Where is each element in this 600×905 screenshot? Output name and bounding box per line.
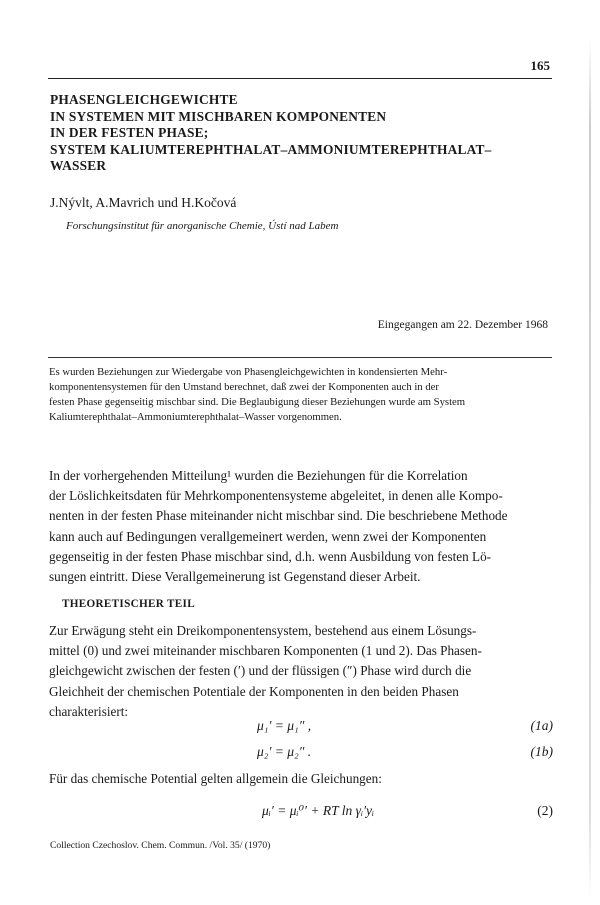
theory-line: gleichgewicht zwischen der festen (′) und der flüssigen (″) Phase wird durch die <box>49 663 472 679</box>
equation-1b <box>49 744 553 764</box>
scan-edge <box>589 40 591 900</box>
title-line: SYSTEM KALIUMTEREPHTHALAT–AMMONIUMTEREPHTHALAT– <box>50 141 492 157</box>
authors: J.Nývlt, A.Mavrich und H.Kočová <box>50 195 237 210</box>
abstract-line: Es wurden Beziehungen zur Wiedergabe von Phasengleichgewichten in kondensierten Mehr- <box>49 366 448 378</box>
theory-line: charakterisiert: <box>49 703 129 719</box>
intro-line: der Löslichkeitsdaten für Mehrkomponentensysteme abgeleitet, in denen alle Kompo- <box>49 488 503 504</box>
abstract-line: komponentensystemen für den Umstand berechnet, daß zwei der Komponenten auch in der <box>49 381 439 393</box>
title-line: WASSER <box>50 158 107 173</box>
intro-paragraph <box>49 466 553 587</box>
equation-number: (1b) <box>530 744 553 759</box>
title-line: IN DER FESTEN PHASE; <box>50 125 209 140</box>
theory-paragraph <box>49 621 553 722</box>
intro-line: nenten in der festen Phase miteinander nicht mischbar sind. Die beschriebene Methode <box>49 508 508 524</box>
abstract-line: Kaliumterephthalat–Ammoniumterephthalat–Wasser vorgenommen. <box>49 411 342 423</box>
equation-number: (2) <box>537 803 553 818</box>
abstract <box>49 365 551 425</box>
potential-sentence: Für das chemische Potential gelten allgemein die Gleichungen: <box>49 771 382 786</box>
equation-body: μ₁′ = μ₁″ , <box>257 718 312 733</box>
equation-2 <box>49 803 553 823</box>
journal-footer: Collection Czechoslov. Chem. Commun. /Vol. 35/ (1970) <box>50 840 271 851</box>
affiliation: Forschungsinstitut für anorganische Chemie, Ústí nad Labem <box>66 220 339 232</box>
page-number: 165 <box>530 58 550 73</box>
equation-number: (1a) <box>530 718 553 733</box>
intro-line: In der vorhergehenden Mitteilung¹ wurden die Beziehungen für die Korrelation <box>49 468 468 483</box>
equation-body: μᵢ′ = μᵢ⁰′ + RT ln γᵢ′yᵢ <box>262 803 375 818</box>
theory-line: Gleichheit der chemischen Potentiale der Komponenten in den beiden Phasen <box>49 683 459 699</box>
abstract-rule <box>48 357 552 358</box>
theory-line: Zur Erwägung steht ein Dreikomponentensystem, bestehend aus einem Lösungs- <box>49 623 477 638</box>
intro-line: sungen eintritt. Diese Verallgemeinerung ist Gegenstand dieser Arbeit. <box>49 569 421 585</box>
received-date: Eingegangen am 22. Dezember 1968 <box>377 319 548 331</box>
article-title <box>50 92 550 175</box>
equation-1a <box>49 718 553 738</box>
abstract-line: festen Phase gegenseitig mischbar sind. Die Beglaubigung dieser Beziehungen wurde am System <box>49 396 466 408</box>
title-line: IN SYSTEMEN MIT MISCHBAREN KOMPONENTEN <box>50 108 387 124</box>
section-heading: THEORETISCHER TEIL <box>62 598 195 610</box>
intro-line: gegenseitig in der festen Phase mischbar sind, d.h. wenn Ausbildung von festen Lö- <box>49 548 492 564</box>
equation-body: μ₂′ = μ₂″ . <box>257 744 312 759</box>
title-line: PHASENGLEICHGEWICHTE <box>50 92 238 107</box>
header-rule <box>48 78 552 79</box>
theory-line: mittel (0) und zwei miteinander mischbaren Komponenten (1 und 2). Das Phasen- <box>49 643 482 659</box>
intro-line: kann auch auf Bedingungen verallgemeinert werden, wenn zwei der Komponenten <box>49 528 487 544</box>
